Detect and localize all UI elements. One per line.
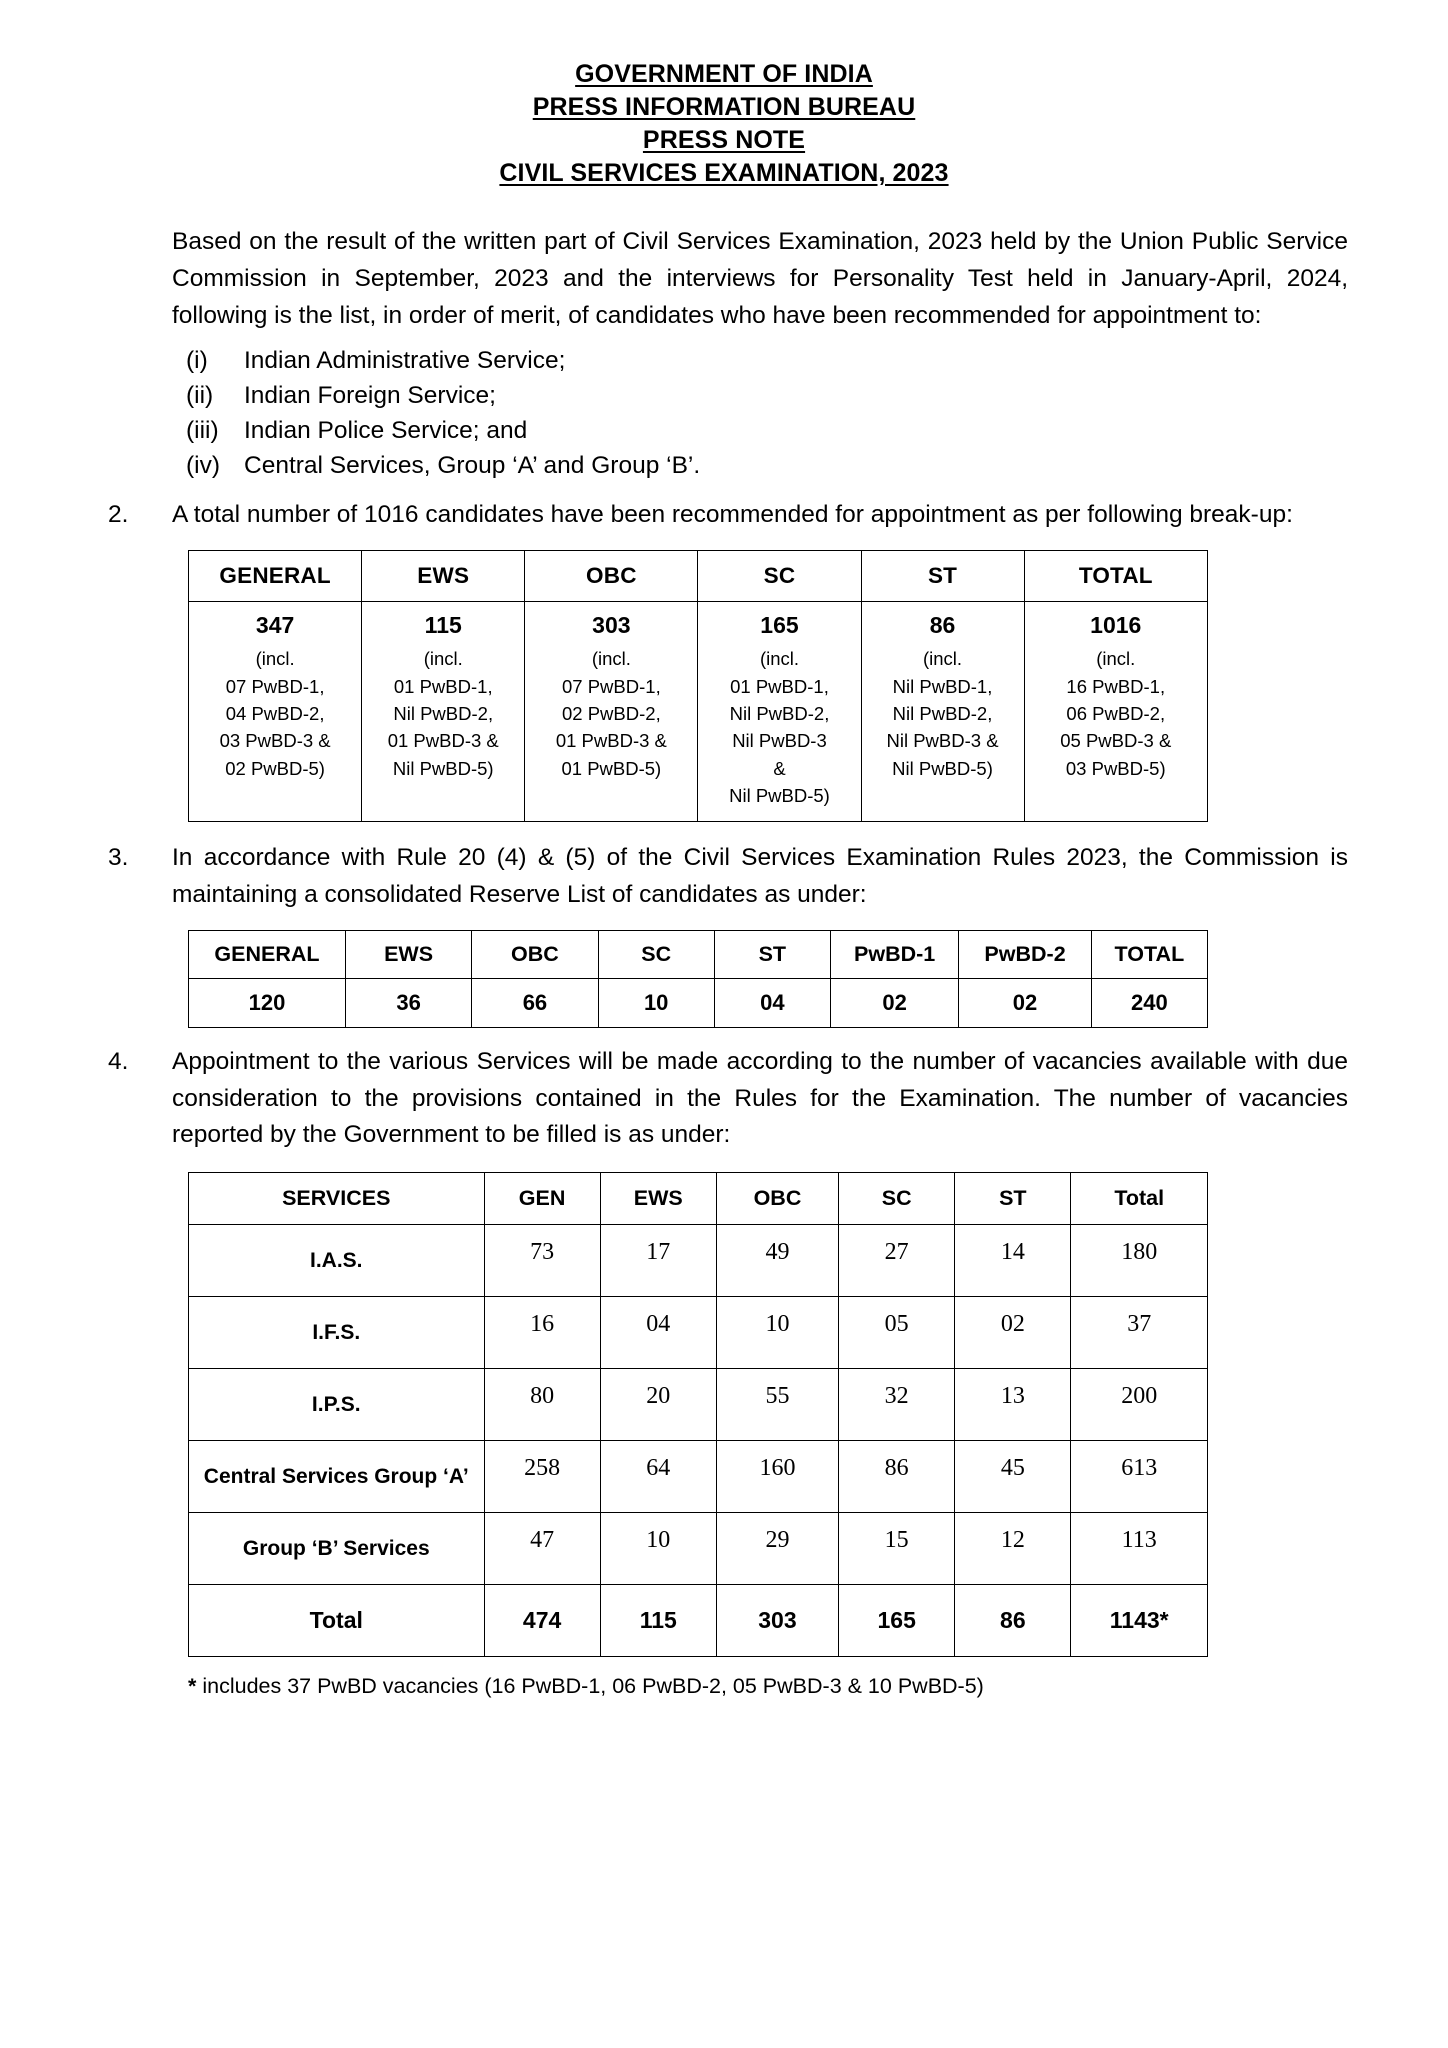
- table-row: [189, 1369, 1208, 1441]
- paragraph-3: [100, 840, 1348, 914]
- cell-service-name: Group ‘B’ Services: [189, 1513, 485, 1585]
- table-header-row: [189, 1173, 1208, 1225]
- cell-ews: 36: [345, 978, 471, 1027]
- cell-ews: 10: [600, 1513, 716, 1585]
- column-header-st: ST: [955, 1173, 1071, 1225]
- cell-sc: 15: [839, 1513, 955, 1585]
- cell-total: 113: [1071, 1513, 1208, 1585]
- cell-total: 180: [1071, 1225, 1208, 1297]
- paragraph-4-text: Appointment to the various Services will be made according to the number of vacancies available with due consideration to the provisions contained in the Rules for the Examination. The number of vacancies reported by the Government to be filled is as under:: [172, 1047, 1348, 1149]
- column-header-sc: SC: [698, 551, 861, 602]
- footnote-text: includes 37 PwBD vacancies (16 PwBD-1, 06 PwBD-2, 05 PwBD-3 & 10 PwBD-5): [196, 1674, 984, 1699]
- column-header-general: GENERAL: [189, 551, 362, 602]
- cell-ews: 17: [600, 1225, 716, 1297]
- cell-obc: 55: [716, 1369, 838, 1441]
- reserve-table-wrapper: [100, 930, 1348, 1028]
- cell-st: [861, 602, 1024, 822]
- list-item-number: (ii): [186, 382, 214, 410]
- cell-total: 200: [1071, 1369, 1208, 1441]
- cell-grand-total: 1143*: [1071, 1585, 1208, 1657]
- cell-total: [1024, 602, 1207, 822]
- services-list: [100, 344, 1348, 483]
- cell-obc: 10: [716, 1297, 838, 1369]
- list-item: [186, 414, 1348, 449]
- header-line-press-note-text: PRESS NOTE: [642, 126, 806, 154]
- column-header-ews: EWS: [362, 551, 525, 602]
- header-line-press-note: [100, 124, 1348, 157]
- list-item-label: Indian Police Service; and: [244, 416, 528, 444]
- header-line-government: [100, 58, 1348, 91]
- column-header-total: Total: [1071, 1173, 1208, 1225]
- list-item-label: Central Services, Group ‘A’ and Group ‘B’.: [244, 451, 701, 479]
- cell-obc: 160: [716, 1441, 838, 1513]
- cell-gen: 80: [484, 1369, 600, 1441]
- list-item-label: Indian Administrative Service;: [244, 347, 566, 375]
- cell-total-value: 115: [424, 612, 462, 639]
- column-header-obc: OBC: [525, 551, 698, 602]
- cell-pwbd2: 02: [959, 978, 1091, 1027]
- footnote: [100, 1671, 1348, 1701]
- cell-sc: 05: [839, 1297, 955, 1369]
- cell-gen-total: 474: [484, 1585, 600, 1657]
- intro-paragraph: [100, 224, 1348, 334]
- cell-sc: [698, 602, 861, 822]
- cell-service-name: I.P.S.: [189, 1369, 485, 1441]
- list-item-number: (iii): [186, 416, 219, 444]
- cell-detail-value: (incl. 16 PwBD-1, 06 PwBD-2, 05 PwBD-3 & 03 PwBD-5): [1060, 648, 1172, 779]
- paragraph-3-text: In accordance with Rule 20 (4) & (5) of the Civil Services Examination Rules 2023, the Commission is maintaining a consolidated Reserve List of candidates as under:: [172, 844, 1348, 909]
- cell-total-value: 303: [592, 612, 631, 639]
- table-row: [189, 1297, 1208, 1369]
- paragraph-4: [100, 1044, 1348, 1154]
- cell-st: 12: [955, 1513, 1071, 1585]
- cell-st-total: 86: [955, 1585, 1071, 1657]
- cell-sc-total: 165: [839, 1585, 955, 1657]
- cell-total-value: 347: [255, 612, 295, 639]
- cell-pwbd1: 02: [830, 978, 958, 1027]
- column-header-ews: EWS: [600, 1173, 716, 1225]
- table-row: [189, 1225, 1208, 1297]
- table-row: [189, 978, 1208, 1027]
- cell-detail-value: (incl. Nil PwBD-1, Nil PwBD-2, Nil PwBD-3 & Nil PwBD-5): [886, 648, 999, 779]
- cell-obc-total: 303: [716, 1585, 838, 1657]
- list-item-number: (i): [186, 347, 208, 375]
- cell-detail-value: (incl. 07 PwBD-1, 02 PwBD-2, 01 PwBD-3 & 01 PwBD-5): [555, 648, 667, 779]
- cell-total: 240: [1091, 978, 1207, 1027]
- column-header-obc: OBC: [716, 1173, 838, 1225]
- cell-ews: [362, 602, 525, 822]
- footnote-star: *: [188, 1674, 197, 1699]
- cell-obc: [525, 602, 698, 822]
- column-header-general: GENERAL: [189, 930, 346, 978]
- cell-total: 613: [1071, 1441, 1208, 1513]
- list-item-label: Indian Foreign Service;: [244, 382, 496, 410]
- header-line-exam: [100, 157, 1348, 190]
- cell-total-value: 165: [760, 612, 799, 639]
- breakup-table: [188, 550, 1208, 822]
- paragraph-2-text: A total number of 1016 candidates have been recommended for appointment as per following break-up:: [172, 501, 1293, 529]
- column-header-services: SERVICES: [189, 1173, 485, 1225]
- cell-sc: 10: [598, 978, 714, 1027]
- cell-st: 14: [955, 1225, 1071, 1297]
- paragraph-2: [100, 497, 1348, 534]
- intro-paragraph-text: Based on the result of the written part of Civil Services Examination, 2023 held by the Union Public Service Commission in September, 2023 and the interviews for Personality Test held in January-April, 2024, following is the list, in order of merit, of candidates who have been recommended for appointment to:: [172, 228, 1348, 329]
- document-header: [100, 58, 1348, 190]
- table-header-row: [189, 551, 1208, 602]
- cell-general: [189, 602, 362, 822]
- cell-total-value: 1016: [1090, 612, 1142, 639]
- header-line-exam-text: CIVIL SERVICES EXAMINATION, 2023: [499, 159, 949, 187]
- table-total-row: [189, 1585, 1208, 1657]
- table-row: [189, 602, 1208, 822]
- cell-general: 120: [189, 978, 346, 1027]
- cell-gen: 258: [484, 1441, 600, 1513]
- column-header-ews: EWS: [345, 930, 471, 978]
- cell-sc: 27: [839, 1225, 955, 1297]
- cell-total: 37: [1071, 1297, 1208, 1369]
- cell-obc: 29: [716, 1513, 838, 1585]
- cell-ews-total: 115: [600, 1585, 716, 1657]
- table-header-row: [189, 930, 1208, 978]
- breakup-table-wrapper: [100, 550, 1348, 822]
- column-header-gen: GEN: [484, 1173, 600, 1225]
- vacancies-table: [188, 1172, 1208, 1657]
- cell-st: 04: [714, 978, 830, 1027]
- vacancies-table-wrapper: [100, 1172, 1348, 1657]
- paragraph-3-marker: 3.: [108, 844, 129, 872]
- cell-sc: 32: [839, 1369, 955, 1441]
- table-row: [189, 1513, 1208, 1585]
- cell-detail-value: (incl. 07 PwBD-1, 04 PwBD-2, 03 PwBD-3 & 02 PwBD-5): [219, 648, 331, 779]
- cell-obc: 49: [716, 1225, 838, 1297]
- column-header-pwbd1: PwBD-1: [830, 930, 958, 978]
- paragraph-4-marker: 4.: [108, 1047, 129, 1075]
- column-header-st: ST: [714, 930, 830, 978]
- column-header-st: ST: [861, 551, 1024, 602]
- cell-st: 13: [955, 1369, 1071, 1441]
- cell-sc: 86: [839, 1441, 955, 1513]
- header-line-bureau-text: PRESS INFORMATION BUREAU: [532, 93, 916, 121]
- column-header-pwbd2: PwBD-2: [959, 930, 1091, 978]
- cell-total-label: Total: [189, 1585, 485, 1657]
- column-header-total: TOTAL: [1024, 551, 1207, 602]
- cell-gen: 73: [484, 1225, 600, 1297]
- reserve-list-table: [188, 930, 1208, 1028]
- paragraph-2-marker: 2.: [108, 501, 129, 529]
- table-row: [189, 1441, 1208, 1513]
- cell-service-name: I.A.S.: [189, 1225, 485, 1297]
- cell-ews: 20: [600, 1369, 716, 1441]
- cell-obc: 66: [472, 978, 598, 1027]
- cell-detail-value: (incl. 01 PwBD-1, Nil PwBD-2, 01 PwBD-3 & Nil PwBD-5): [387, 648, 499, 779]
- header-line-government-text: GOVERNMENT OF INDIA: [575, 60, 873, 88]
- cell-detail-value: (incl. 01 PwBD-1, Nil PwBD-2, Nil PwBD-3 & Nil PwBD-5): [729, 648, 830, 806]
- cell-service-name: I.F.S.: [189, 1297, 485, 1369]
- list-item: [186, 344, 1348, 379]
- column-header-total: TOTAL: [1091, 930, 1207, 978]
- cell-gen: 47: [484, 1513, 600, 1585]
- column-header-sc: SC: [839, 1173, 955, 1225]
- cell-st: 02: [955, 1297, 1071, 1369]
- column-header-sc: SC: [598, 930, 714, 978]
- cell-total-value: 86: [929, 612, 956, 639]
- cell-ews: 64: [600, 1441, 716, 1513]
- cell-ews: 04: [600, 1297, 716, 1369]
- cell-gen: 16: [484, 1297, 600, 1369]
- cell-st: 45: [955, 1441, 1071, 1513]
- list-item-number: (iv): [186, 451, 221, 479]
- column-header-obc: OBC: [472, 930, 598, 978]
- list-item: [186, 449, 1348, 484]
- cell-service-name: Central Services Group ‘A’: [189, 1441, 485, 1513]
- header-line-bureau: [100, 91, 1348, 124]
- list-item: [186, 379, 1348, 414]
